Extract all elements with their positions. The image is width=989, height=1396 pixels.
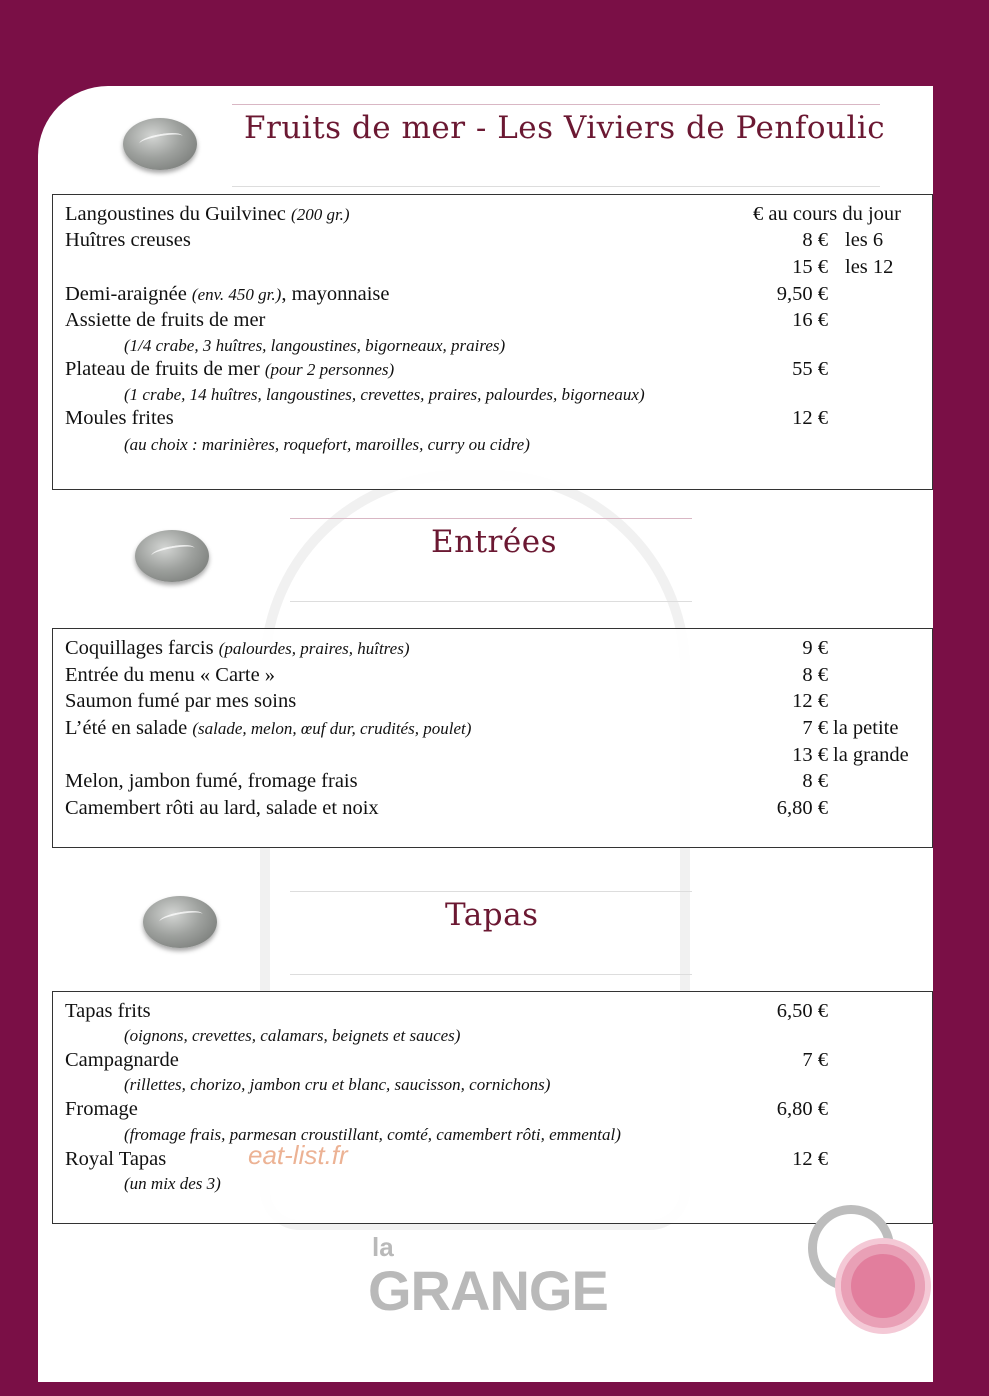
list-item: L’été en salade (salade, melon, œuf dur, crudités, poulet) <box>65 717 472 739</box>
item-price: 55 € <box>792 358 828 380</box>
pebble-icon <box>135 530 209 582</box>
divider <box>290 891 692 892</box>
item-price: 6,80 € <box>776 1098 828 1120</box>
item-description: (1 crabe, 14 huîtres, langoustines, crevettes, praires, palourdes, bigorneaux) <box>124 385 645 404</box>
list-item: Camembert rôti au lard, salade et noix <box>65 797 379 819</box>
decorative-circle-pink <box>835 1238 931 1334</box>
brand-la: la <box>372 1232 394 1262</box>
list-item: Langoustines du Guilvinec (200 gr.) <box>65 203 350 225</box>
watermark: eat-list.fr <box>248 1140 348 1170</box>
divider <box>290 974 692 975</box>
section-title-fruits: Fruits de mer - Les Viviers de Penfoulic <box>244 110 886 146</box>
item-price: 7 € <box>802 1049 828 1071</box>
list-item: Assiette de fruits de mer <box>65 309 266 331</box>
list-item: Saumon fumé par mes soins <box>65 690 297 712</box>
list-item: Entrée du menu « Carte » <box>65 664 276 686</box>
item-price: 9 € <box>802 637 828 659</box>
item-description: (fromage frais, parmesan croustillant, comté, camembert rôti, emmental) <box>124 1125 621 1144</box>
item-price: 12 € <box>792 690 828 712</box>
list-item: Campagnarde <box>65 1049 179 1071</box>
item-description: (oignons, crevettes, calamars, beignets et sauces) <box>124 1026 461 1045</box>
item-unit: les 6 <box>845 229 884 251</box>
list-item: Melon, jambon fumé, fromage frais <box>65 770 358 792</box>
item-description: (1/4 crabe, 3 huîtres, langoustines, bigorneaux, praires) <box>124 336 506 355</box>
item-description: (rillettes, chorizo, jambon cru et blanc, saucisson, cornichons) <box>124 1075 551 1094</box>
pebble-icon <box>143 896 217 948</box>
list-item: Coquillages farcis (palourdes, praires, huîtres) <box>65 637 410 659</box>
divider <box>290 601 692 602</box>
divider <box>290 518 692 519</box>
item-price: € au cours du jour <box>752 203 901 225</box>
item-price: 7 € <box>802 717 828 739</box>
item-price: 12 € <box>792 1148 828 1170</box>
pebble-icon <box>123 118 197 170</box>
list-item: Royal Tapas <box>65 1148 167 1170</box>
brand-logo: GRANGE <box>368 1259 608 1322</box>
item-unit: la petite <box>833 717 899 739</box>
item-price: 15 € <box>792 256 828 278</box>
item-description: (un mix des 3) <box>124 1174 221 1193</box>
section-title-entrees: Entrées <box>431 524 557 560</box>
list-item: Moules frites <box>65 407 174 429</box>
item-price: 9,50 € <box>776 283 828 305</box>
divider <box>232 186 880 187</box>
item-unit: la grande <box>833 744 909 766</box>
item-unit: les 12 <box>845 256 894 278</box>
section-title-tapas: Tapas <box>445 897 539 933</box>
item-price: 12 € <box>792 407 828 429</box>
item-price: 8 € <box>802 229 828 251</box>
item-description: (au choix : marinières, roquefort, maroilles, curry ou cidre) <box>124 435 530 454</box>
item-price: 8 € <box>802 664 828 686</box>
item-price: 6,50 € <box>776 1000 828 1022</box>
list-item: Plateau de fruits de mer (pour 2 personnes) <box>65 358 395 380</box>
list-item: Tapas frits <box>65 1000 151 1022</box>
item-price: 13 € <box>792 744 828 766</box>
list-item: Fromage <box>65 1098 138 1120</box>
list-item: Demi-araignée (env. 450 gr.), mayonnaise <box>65 283 390 305</box>
item-price: 8 € <box>802 770 828 792</box>
divider <box>232 104 880 105</box>
item-price: 6,80 € <box>776 797 828 819</box>
item-price: 16 € <box>792 309 828 331</box>
list-item: Huîtres creuses <box>65 229 191 251</box>
